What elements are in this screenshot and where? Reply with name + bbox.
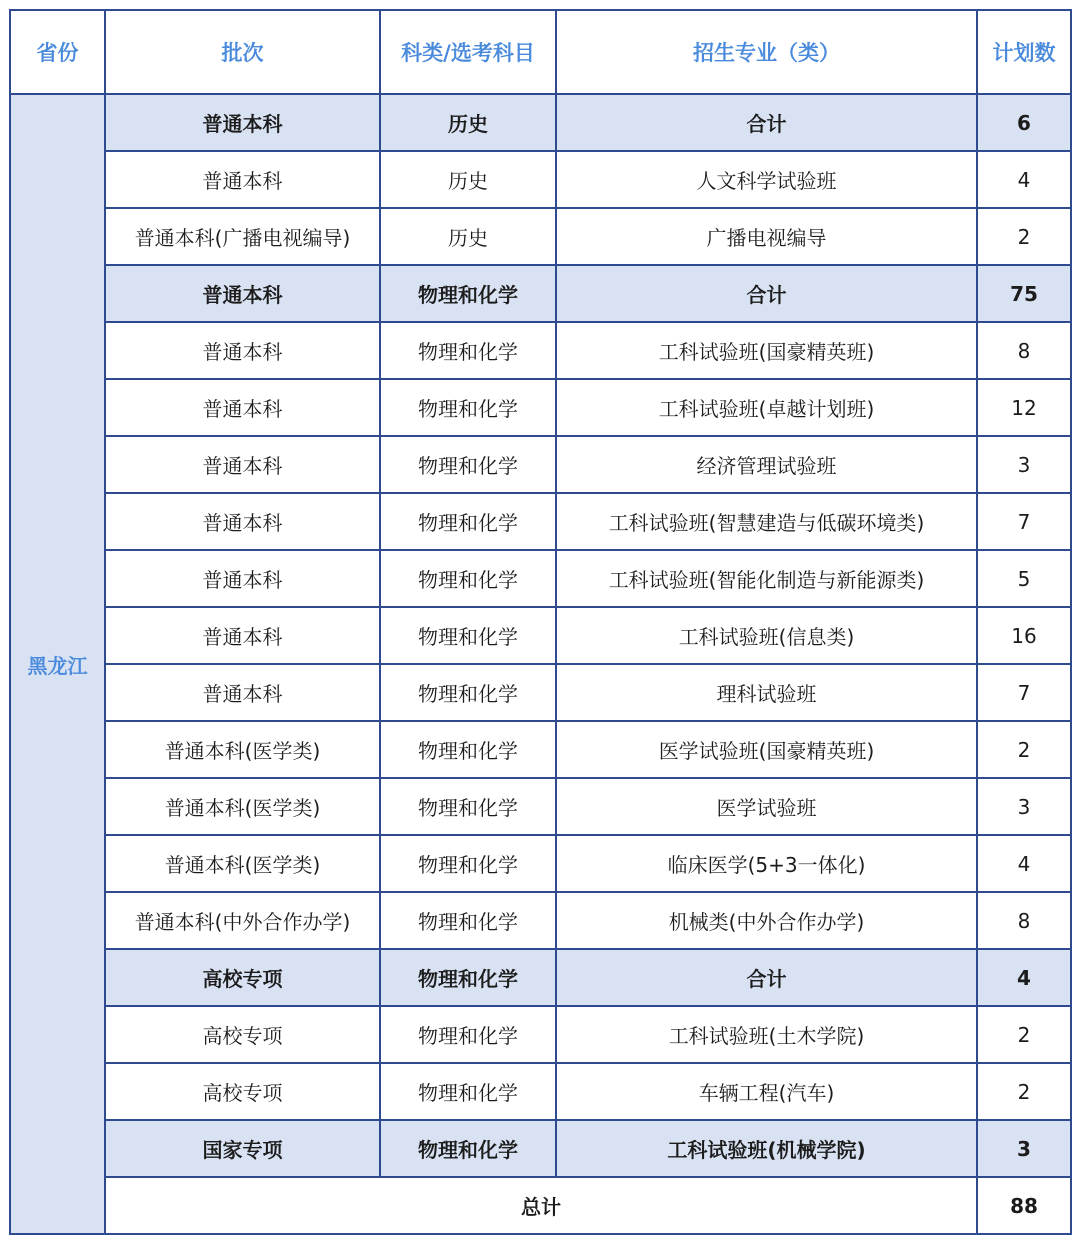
subtotal-row	[10, 1120, 1071, 1177]
subject-cell: 物理和化学	[380, 436, 556, 493]
table-row	[10, 208, 1071, 265]
plan-cell: 2	[977, 721, 1071, 778]
total-row	[10, 1177, 1071, 1234]
plan-cell: 2	[977, 1006, 1071, 1063]
batch-cell: 普通本科	[105, 607, 380, 664]
major-cell: 工科试验班(土木学院)	[556, 1006, 977, 1063]
header-batch: 批次	[105, 10, 380, 94]
header-major: 招生专业（类）	[556, 10, 977, 94]
subject-cell: 物理和化学	[380, 949, 556, 1006]
table-row	[10, 1063, 1071, 1120]
plan-cell: 3	[977, 436, 1071, 493]
table-row	[10, 892, 1071, 949]
batch-cell: 普通本科	[105, 94, 380, 151]
major-cell: 工科试验班(智能化制造与新能源类)	[556, 550, 977, 607]
major-cell: 工科试验班(卓越计划班)	[556, 379, 977, 436]
subject-cell: 物理和化学	[380, 664, 556, 721]
plan-cell: 8	[977, 892, 1071, 949]
major-cell: 广播电视编导	[556, 208, 977, 265]
subject-cell: 物理和化学	[380, 379, 556, 436]
subject-cell: 物理和化学	[380, 1063, 556, 1120]
batch-cell: 普通本科	[105, 322, 380, 379]
major-cell: 工科试验班(智慧建造与低碳环境类)	[556, 493, 977, 550]
batch-cell: 普通本科(医学类)	[105, 835, 380, 892]
plan-cell: 4	[977, 949, 1071, 1006]
major-cell: 工科试验班(机械学院)	[556, 1120, 977, 1177]
major-cell: 工科试验班(国豪精英班)	[556, 322, 977, 379]
batch-cell: 普通本科	[105, 550, 380, 607]
major-cell: 车辆工程(汽车)	[556, 1063, 977, 1120]
table-row	[10, 664, 1071, 721]
table-row	[10, 778, 1071, 835]
batch-cell: 高校专项	[105, 1063, 380, 1120]
table-row	[10, 379, 1071, 436]
subject-cell: 物理和化学	[380, 550, 556, 607]
header-row	[10, 10, 1071, 94]
plan-cell: 4	[977, 835, 1071, 892]
province-cell: 黑龙江	[10, 94, 105, 1234]
batch-cell: 普通本科	[105, 151, 380, 208]
table-row	[10, 493, 1071, 550]
plan-cell: 8	[977, 322, 1071, 379]
header-subject: 科类/选考科目	[380, 10, 556, 94]
plan-cell: 5	[977, 550, 1071, 607]
batch-cell: 普通本科(广播电视编导)	[105, 208, 380, 265]
plan-cell: 16	[977, 607, 1071, 664]
subtotal-row	[10, 265, 1071, 322]
subtotal-row	[10, 94, 1071, 151]
table-row	[10, 607, 1071, 664]
major-cell: 理科试验班	[556, 664, 977, 721]
subject-cell: 物理和化学	[380, 1006, 556, 1063]
batch-cell: 普通本科	[105, 436, 380, 493]
table-body	[10, 94, 1071, 1234]
major-cell: 合计	[556, 94, 977, 151]
table-row	[10, 151, 1071, 208]
subject-cell: 物理和化学	[380, 892, 556, 949]
table-row	[10, 322, 1071, 379]
plan-cell: 7	[977, 493, 1071, 550]
subject-cell: 物理和化学	[380, 778, 556, 835]
batch-cell: 高校专项	[105, 1006, 380, 1063]
batch-cell: 普通本科(医学类)	[105, 721, 380, 778]
header-province: 省份	[10, 10, 105, 94]
subtotal-row	[10, 949, 1071, 1006]
plan-cell: 75	[977, 265, 1071, 322]
subject-cell: 历史	[380, 94, 556, 151]
enrollment-plan-table	[9, 9, 1072, 1235]
batch-cell: 国家专项	[105, 1120, 380, 1177]
table-row	[10, 550, 1071, 607]
major-cell: 经济管理试验班	[556, 436, 977, 493]
table-row	[10, 835, 1071, 892]
total-label: 总计	[105, 1177, 977, 1234]
batch-cell: 普通本科	[105, 379, 380, 436]
batch-cell: 普通本科(中外合作办学)	[105, 892, 380, 949]
plan-cell: 2	[977, 208, 1071, 265]
plan-cell: 3	[977, 778, 1071, 835]
plan-cell: 6	[977, 94, 1071, 151]
major-cell: 工科试验班(信息类)	[556, 607, 977, 664]
batch-cell: 普通本科(医学类)	[105, 778, 380, 835]
plan-cell: 12	[977, 379, 1071, 436]
batch-cell: 普通本科	[105, 265, 380, 322]
major-cell: 合计	[556, 265, 977, 322]
table-row	[10, 1006, 1071, 1063]
major-cell: 临床医学(5+3一体化)	[556, 835, 977, 892]
table-row	[10, 721, 1071, 778]
major-cell: 医学试验班(国豪精英班)	[556, 721, 977, 778]
subject-cell: 物理和化学	[380, 322, 556, 379]
plan-cell: 7	[977, 664, 1071, 721]
major-cell: 医学试验班	[556, 778, 977, 835]
major-cell: 机械类(中外合作办学)	[556, 892, 977, 949]
total-plan: 88	[977, 1177, 1071, 1234]
batch-cell: 普通本科	[105, 493, 380, 550]
subject-cell: 物理和化学	[380, 835, 556, 892]
plan-cell: 4	[977, 151, 1071, 208]
subject-cell: 历史	[380, 151, 556, 208]
subject-cell: 物理和化学	[380, 1120, 556, 1177]
table-row	[10, 436, 1071, 493]
header-plan: 计划数	[977, 10, 1071, 94]
batch-cell: 高校专项	[105, 949, 380, 1006]
subject-cell: 历史	[380, 208, 556, 265]
subject-cell: 物理和化学	[380, 265, 556, 322]
subject-cell: 物理和化学	[380, 493, 556, 550]
subject-cell: 物理和化学	[380, 607, 556, 664]
plan-cell: 2	[977, 1063, 1071, 1120]
batch-cell: 普通本科	[105, 664, 380, 721]
plan-cell: 3	[977, 1120, 1071, 1177]
major-cell: 合计	[556, 949, 977, 1006]
subject-cell: 物理和化学	[380, 721, 556, 778]
major-cell: 人文科学试验班	[556, 151, 977, 208]
